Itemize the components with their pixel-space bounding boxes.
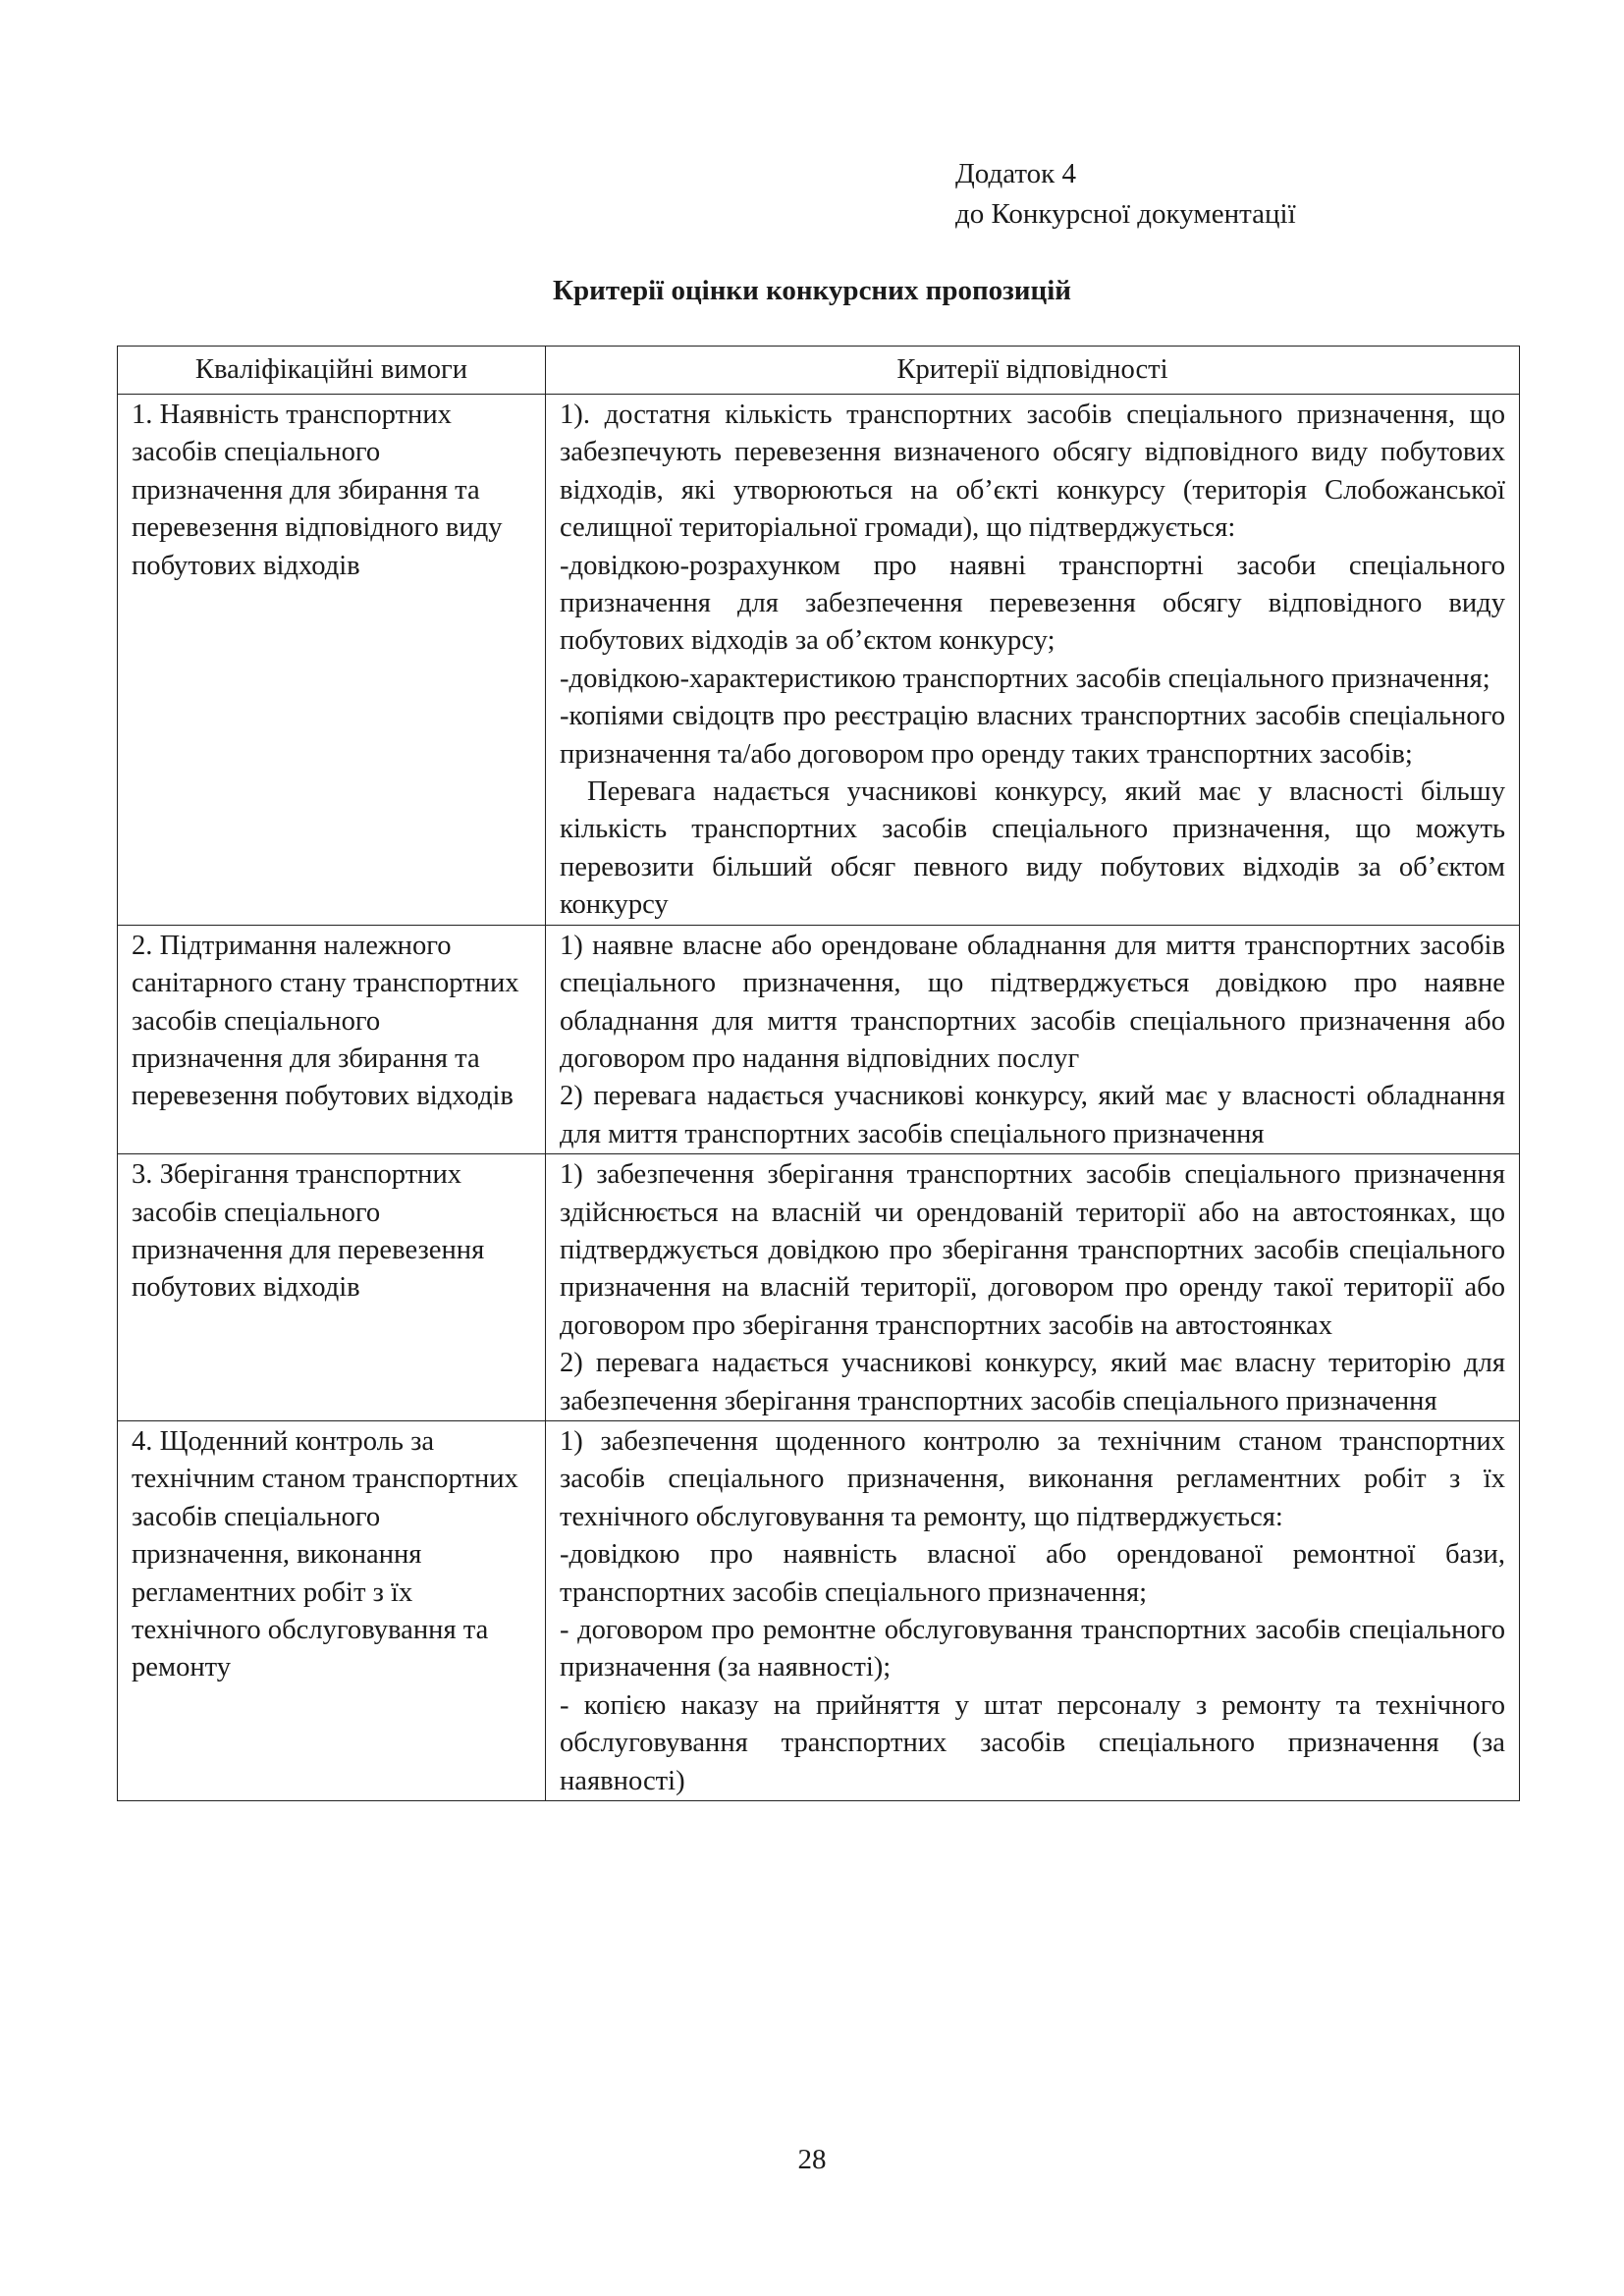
criteria-paragraph: 1) забезпечення щоденного контролю за технічним станом транспортних засобів спеціального призначення, виконання регламентних робіт з їх технічного обслуговування та ремонту, що підтверджується: <box>560 1425 1505 1532</box>
appendix-reference: до Конкурсної документації <box>955 198 1296 230</box>
criteria-paragraph: - копією наказу на прийняття у штат персоналу з ремонту та технічного обслуговування транспортних засобів спеціального призначення (за наявності) <box>560 1689 1505 1796</box>
document-title: Критерії оцінки конкурсних пропозицій <box>552 275 1071 306</box>
table-header-row <box>118 347 1520 395</box>
criteria-paragraph: 1) забезпечення зберігання транспортних засобів спеціального призначення здійснюється на власній чи орендованій території або на автостоянках, що підтверджується довідкою про зберігання транспортних засобів спеціального призначення на власній території, договором про оренду такої території або договором про зберігання транспортних засобів на автостоянках <box>560 1159 1505 1341</box>
table-row <box>118 1154 1520 1421</box>
criteria-paragraph: 2) перевага надається учасникові конкурсу, який має у власності обладнання для миття транспортних засобів спеціального призначення <box>560 1081 1505 1149</box>
header-criteria: Критерії відповідності <box>546 347 1520 395</box>
criteria-paragraph: 2) перевага надається учасникові конкурсу, який має власну територію для забезпечення зберігання транспортних засобів спеціального призначення <box>560 1348 1505 1416</box>
criteria-paragraph: -довідкою-характеристикою транспортних засобів спеціального призначення; <box>560 663 1490 694</box>
page-number: 28 <box>797 2144 827 2175</box>
criteria-cell <box>546 395 1520 926</box>
header-requirements: Кваліфікаційні вимоги <box>118 347 546 395</box>
table-row <box>118 1420 1520 1800</box>
appendix-number: Додаток 4 <box>955 158 1076 189</box>
criteria-paragraph: -копіями свідоцтв про реєстрацію власних транспортних засобів спеціального призначення та/або договором про оренду таких транспортних засобів; <box>560 701 1505 770</box>
appendix-label <box>955 154 1296 235</box>
criteria-paragraph: 1). достатня кількість транспортних засобів спеціального призначення, що забезпечують перевезення визначеного обсягу відповідного виду побутових відходів, які утворюються на об’єкті конкурсу (територія Слобожанської селищної територіальної громади), що підтверджується: <box>560 400 1505 544</box>
requirement-cell: 4. Щоденний контроль за технічним станом транспортних засобів спеціального призначення, виконання регламентних робіт з їх технічного обслуговування та ремонту <box>118 1420 546 1800</box>
table-row <box>118 395 1520 926</box>
criteria-table <box>117 346 1520 1801</box>
requirement-cell: 3. Зберігання транспортних засобів спеціального призначення для перевезення побутових відходів <box>118 1154 546 1421</box>
table-row <box>118 925 1520 1153</box>
criteria-cell <box>546 1420 1520 1800</box>
requirement-cell: 2. Підтримання належного санітарного стану транспортних засобів спеціального призначення для збирання та перевезення побутових відходів <box>118 925 546 1153</box>
criteria-paragraph: 1) наявне власне або орендоване обладнання для миття транспортних засобів спеціального призначення, що підтверджується довідкою про наявне обладнання для миття транспортних засобів спеціального призначення або договором про надання відповідних послуг <box>560 930 1505 1074</box>
criteria-paragraph: - договором про ремонтне обслуговування транспортних засобів спеціального призначення (за наявності); <box>560 1615 1505 1683</box>
criteria-cell <box>546 925 1520 1153</box>
criteria-paragraph: -довідкою про наявність власної або орендованої ремонтної бази, транспортних засобів спеціального призначення; <box>560 1539 1505 1608</box>
criteria-paragraph: Перевага надається учасникові конкурсу, який має у власності більшу кількість транспортних засобів спеціального призначення, що можуть перевозити більший обсяг певного виду побутових відходів за об’єктом конкурсу <box>560 776 1505 921</box>
criteria-cell <box>546 1154 1520 1421</box>
criteria-paragraph: -довідкою-розрахунком про наявні транспортні засоби спеціального призначення для забезпечення перевезення обсягу відповідного виду побутових відходів за об’єктом конкурсу; <box>560 550 1505 657</box>
requirement-cell: 1. Наявність транспортних засобів спеціального призначення для збирання та перевезення відповідного виду побутових відходів <box>118 395 546 926</box>
